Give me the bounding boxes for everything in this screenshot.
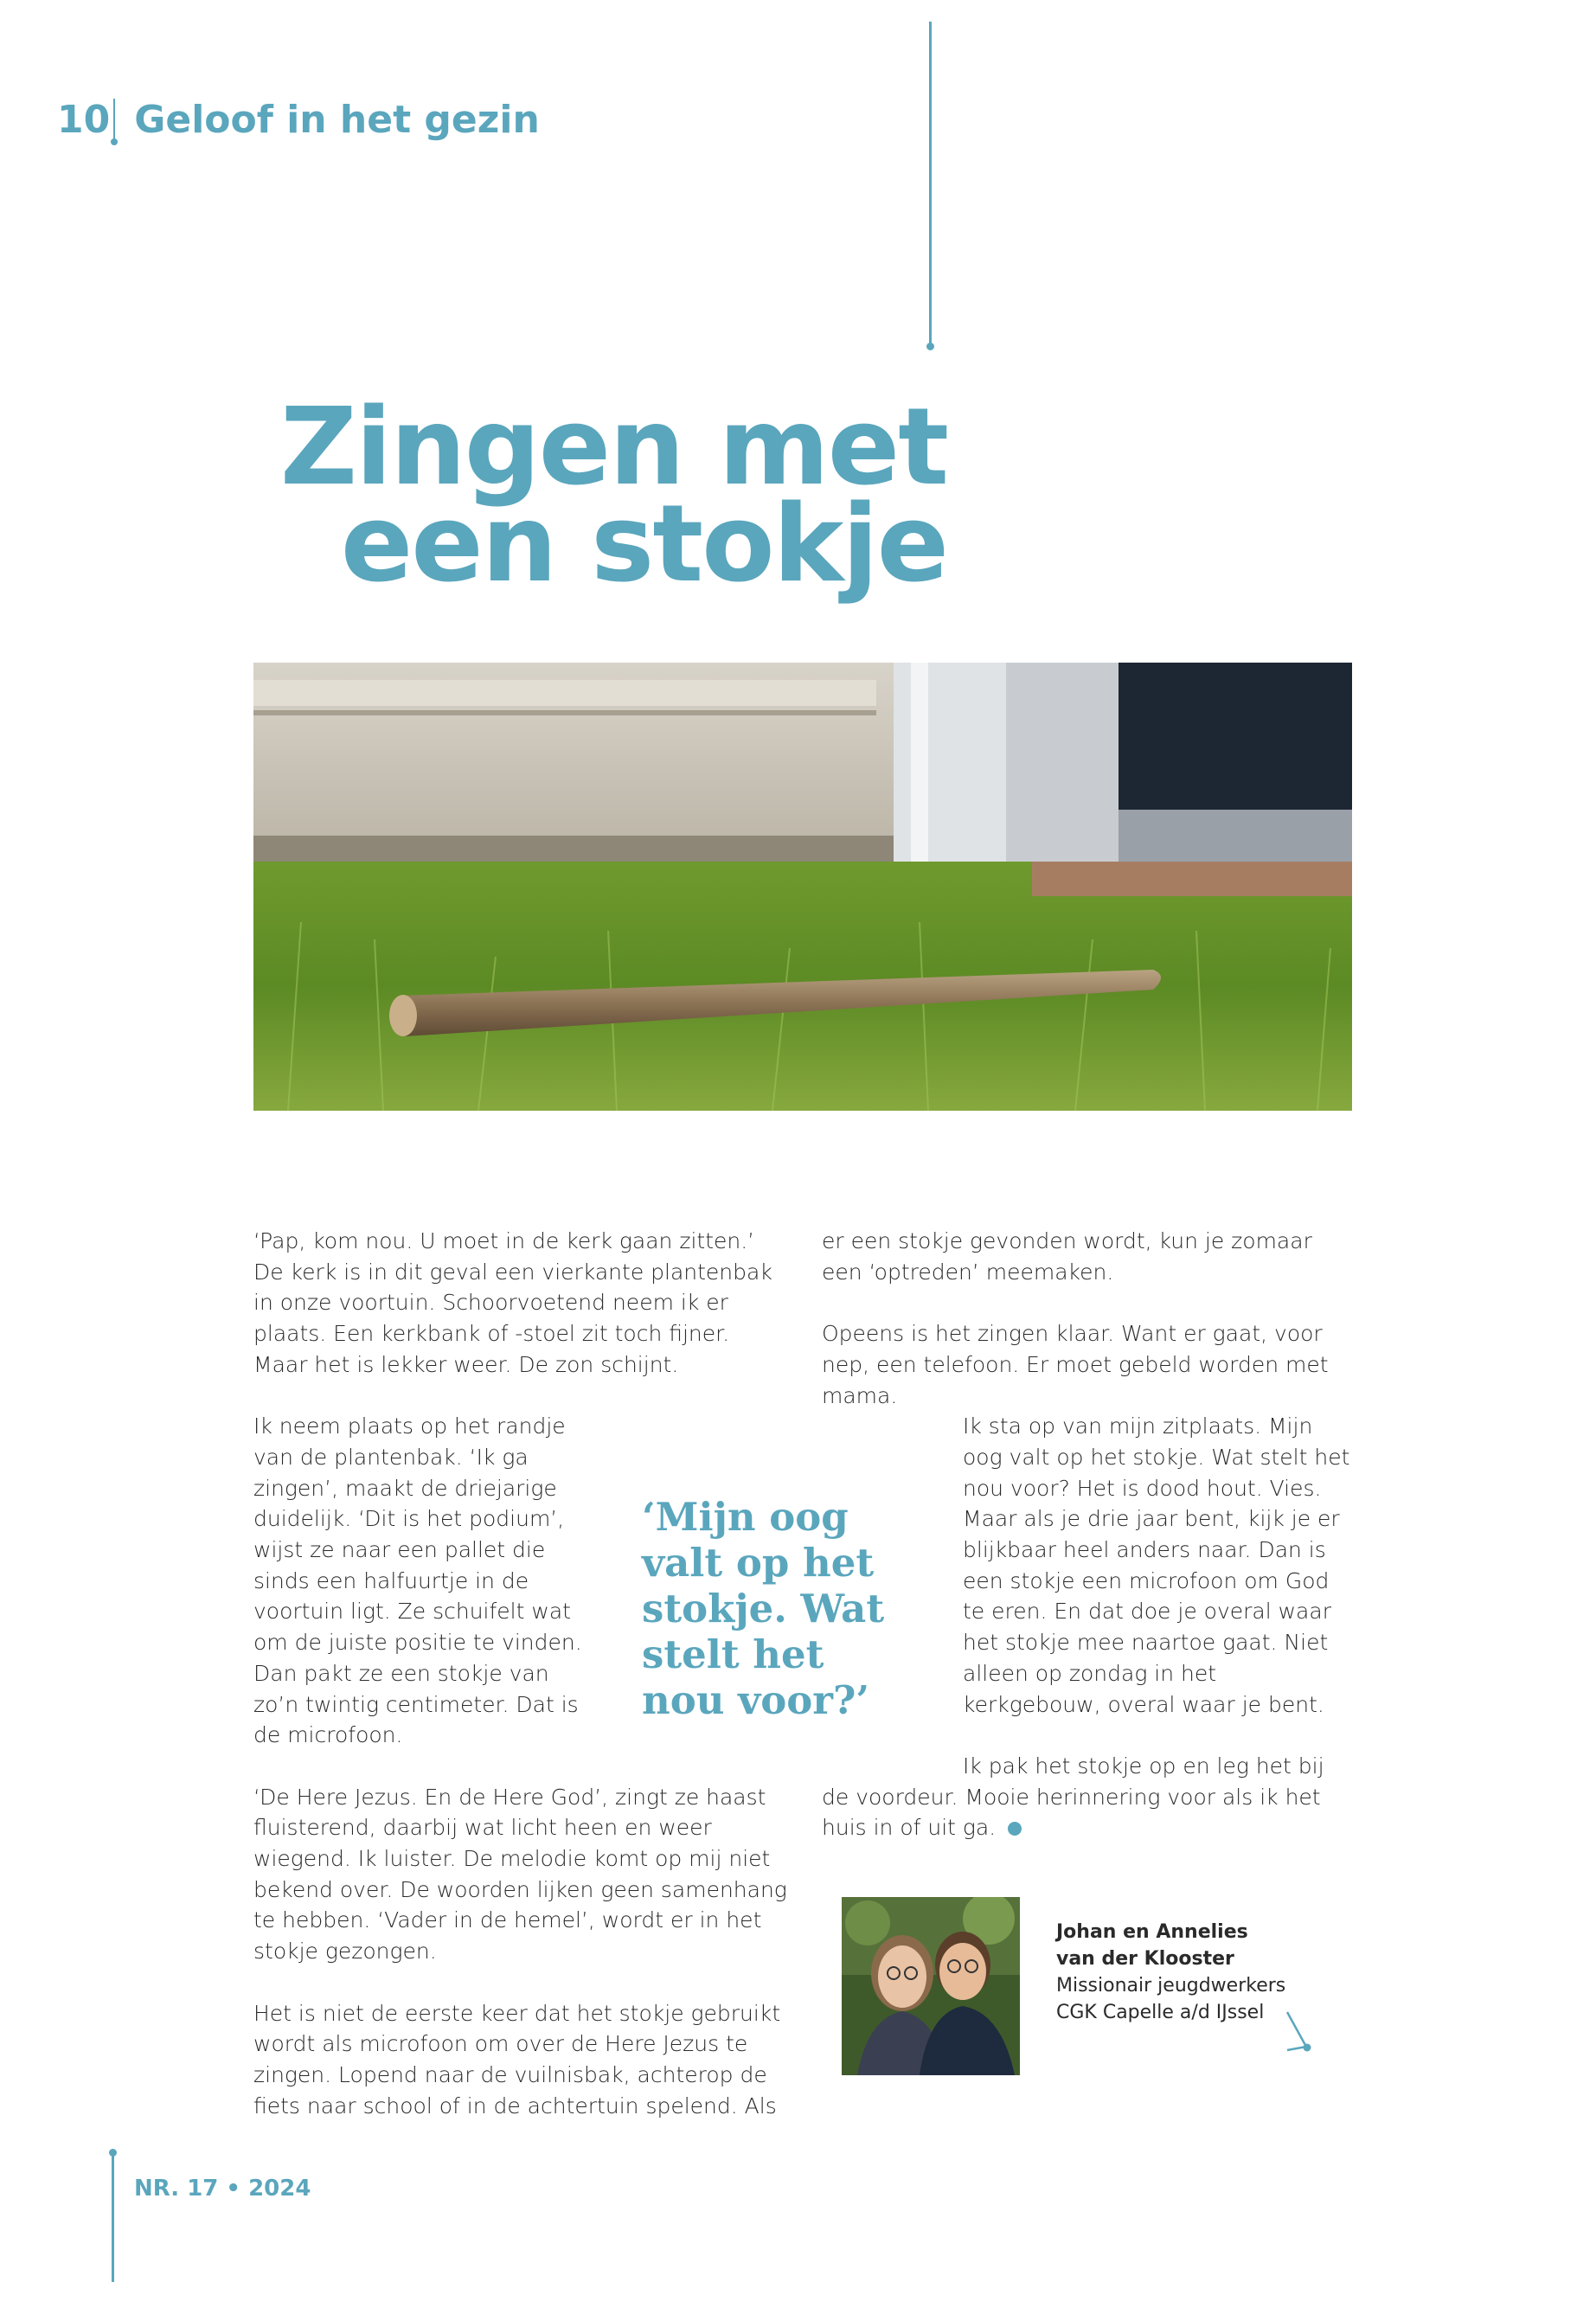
section-title: Geloof in het gezin — [134, 97, 540, 142]
running-header — [57, 93, 540, 145]
paragraph: Opeens is het zingen klaar. Want er gaat, voor nep, een telefoon. Er moet gebeld worden met mama. — [822, 1321, 1329, 1408]
author-name-line1: Johan en Annelies — [1056, 1921, 1248, 1943]
author-credit — [1056, 1919, 1285, 2026]
authors-portrait-image — [842, 1897, 1020, 2075]
text-column-right — [822, 1226, 1354, 1875]
paragraph: er een stokje gevonden wordt, kun je zomaar een ‘optreden’ meemaken. — [822, 1228, 1312, 1285]
paragraph: ‘Pap, kom nou. U moet in de kerk gaan zitten.’ De kerk is in dit geval een vierkante plantenbak in onze voortuin. Schoorvoetend neem ik er plaats. Een kerkbank of -stoel zit toch fijner. Maar het is lekker weer. De zon schijnt. — [253, 1228, 772, 1377]
author-photo — [842, 1897, 1020, 2075]
header-divider-dot — [111, 138, 118, 145]
pull-quote: ‘Mijn oog valt op het stokje. Wat stelt het nou voor?’ — [642, 1494, 885, 1723]
top-vertical-rule — [929, 22, 932, 346]
author-role-line1: Missionair jeugdwerkers — [1056, 1975, 1286, 1997]
end-mark-dot — [1008, 1822, 1022, 1836]
top-rule-dot — [926, 343, 934, 350]
footer-vertical-rule — [112, 2152, 114, 2282]
footer-rule-dot — [109, 2149, 117, 2157]
issue-footer: NR. 17 • 2024 — [134, 2176, 311, 2202]
paragraph: Ik neem plaats op het randje van de plantenbak. ‘Ik ga zingen’, maakt de driejarige duidelijk. ‘Dit is het podium’, wijst ze naar een pallet die sinds een halfuurtje in de voortuin ligt. Ze schuifelt wat om de juiste positie te vinden. Dan pakt ze een stokje van zo’n twintig centimeter. Dat is de microfoon. — [253, 1413, 582, 1748]
paragraph: Ik sta op van mijn zitplaats. Mijn oog valt op het stokje. Wat stelt het nou voor? Het is dood hout. Vies. Maar als je drie jaar bent, kijk je er blijkbaar heel anders naar. Dan is een stokje een microfoon om God te eren. En dat doe je overal waar het stokje mee naartoe gaat. Niet alleen op zondag in het kerkgebouw, overal waar je bent. — [963, 1413, 1350, 1717]
stick-on-grass-photo — [253, 663, 1352, 1111]
author-name-line2: van der Klooster — [1056, 1948, 1234, 1970]
paragraph: Het is niet de eerste keer dat het stokje gebruikt wordt als microfoon om over de Here Jezus te zingen. Lopend naar de vuilnisbak, achterop de fiets naar school of in de achtertuin spelend. Als — [253, 2000, 781, 2118]
article-photo — [253, 663, 1352, 1111]
page-number: 10 — [57, 97, 111, 142]
author-role-line2: CGK Capelle a/d IJssel — [1056, 2002, 1265, 2023]
paragraph-last-text: Ik pak het stokje op en leg het bij de voordeur. Mooie herinnering voor als ik het huis in of uit ga. — [822, 1753, 1324, 1841]
author-pointer-line — [1280, 2007, 1315, 2059]
header-divider — [113, 99, 115, 142]
article-title — [260, 386, 947, 606]
title-line-1: Zingen met — [279, 386, 947, 510]
paragraph: ‘De Here Jezus. En de Here God’, zingt ze haast fluisterend, daarbij wat licht heen en weer wiegend. Ik luister. De melodie komt op mij niet bekend over. De woorden lijken geen samenhang te hebben. ‘Vader in de hemel’, wordt er in het stokje gezongen. — [253, 1784, 787, 1965]
paragraph-last — [822, 1751, 1354, 1843]
title-line-2: een stokje — [340, 483, 947, 606]
